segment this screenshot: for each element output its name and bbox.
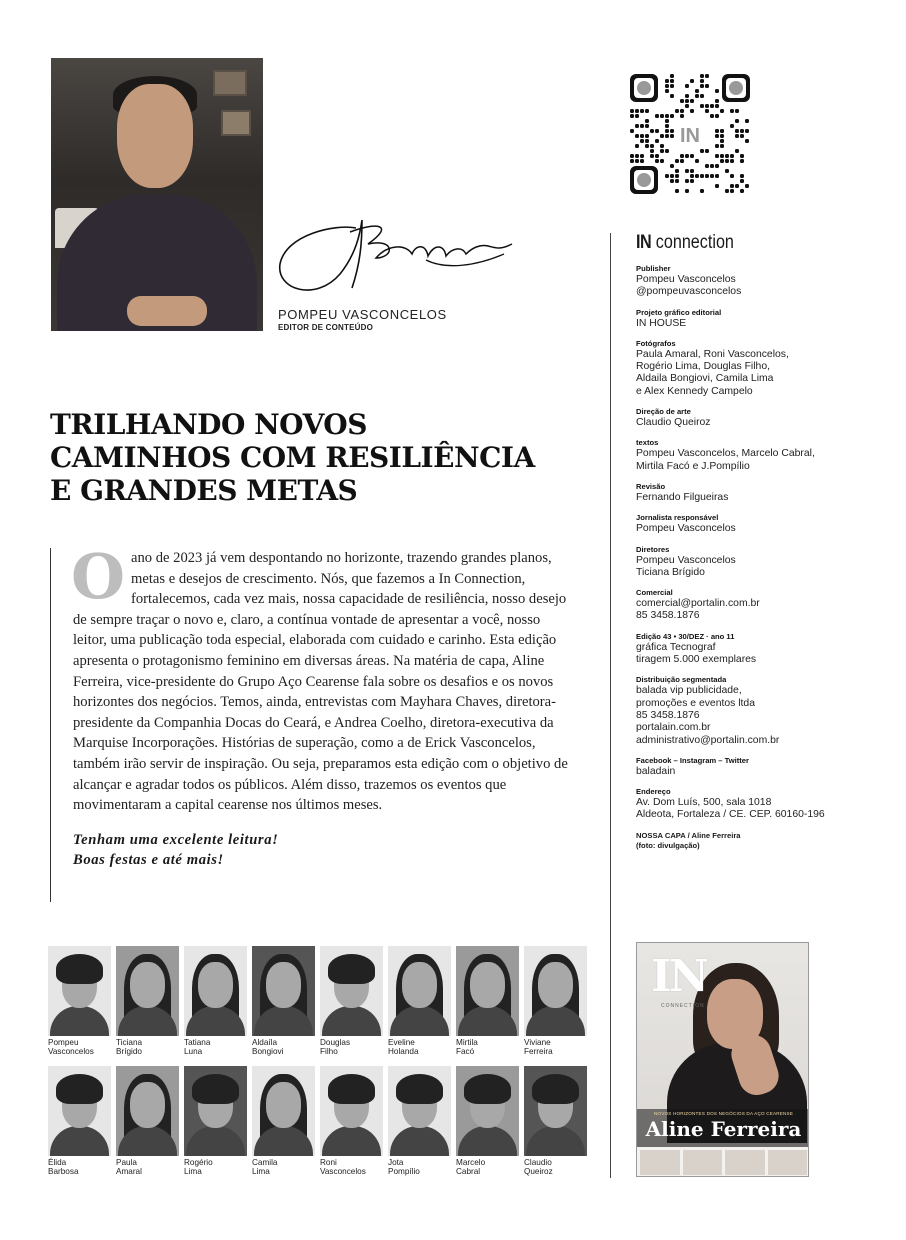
qr-code[interactable] [630,74,750,194]
team-member-name: Roni Vasconcelos [320,1158,366,1176]
team-member [116,1066,179,1182]
credit-line: promoções e eventos ltda [636,697,755,709]
cover-logo-sub: CONNECTION [661,1003,705,1009]
team-member-name: Claudio Queiroz [524,1158,553,1176]
team-member-name: Élida Barbosa [48,1158,79,1176]
team-member-photo [48,946,111,1036]
credit-line: tiragem 5.000 exemplares [636,654,757,666]
credit-line: Av. Dom Luís, 500, sala 1018 [636,797,772,809]
closing-message [73,830,570,870]
credit-label: Publisher [636,264,671,273]
closing-line: Tenham uma excelente leitura! [73,831,279,848]
credit-block [636,545,886,580]
credit-line: 85 3458.1876 [636,610,700,622]
team-member [48,946,111,1062]
team-member-photo [524,946,587,1036]
team-member-photo [524,1066,587,1156]
team-member-photo [388,1066,451,1156]
credit-label: Projeto gráfico editorial [636,307,722,317]
team-member-name: Ticiana Brígido [116,1038,143,1056]
team-member [456,946,519,1062]
cover-logo: IN [651,951,706,1002]
team-member-photo [252,946,315,1036]
credit-line: Pompeu Vasconcelos [636,554,736,566]
team-row [48,946,593,1062]
credit-block [636,756,886,778]
article-headline [50,408,570,507]
closing-line: Boas festas e até mais! [73,851,224,868]
team-member [116,946,179,1062]
magazine-cover [636,942,809,1177]
credit-label: Edição 43 • 30/DEZ · ano 11 [636,631,735,641]
team-member-photo [456,1066,519,1156]
credit-block [636,675,886,746]
credit-line: Pompeu Vasconcelos, Marcelo Cabral, [636,448,815,460]
cover-caption: NOSSA CAPA / Aline Ferreira (foto: divulgação) [636,830,741,850]
team-member-name: Tatiana Luna [184,1038,211,1056]
team-row [48,1066,593,1182]
article-body-text: ano de 2023 já vem despontando no horizonte, trazendo grandes planos, metas e desejos de crescimento. Nós, que fazemos a In Connection, fortalecemos, cada vez mais, nossa capacidade de resiliência, nosso desejo de sempre traçar o novo e, claro, a contínua vontade de apresentar a você, nosso leitor, uma publicação toda especial, elaborada com cuidado e carinho. Esta edição apresenta o protagonismo feminino em diversas áreas. Na matéria de capa, Aline Ferreira, vice-presidente do Grupo Aço Cearense fala sobre os desafios e os novos horizontes dos negócios. Temos, ainda, entrevistas com Mayhara Chaves, diretora-presidente da Companhia Docas do Ceará, e Andrea Coelho, diretora-executiva da Marquise Incorporações. Histórias de superação, como a de Erick Vasconcelos, também irão servir de inspiração. Ou seja, preparamos esta edição com o objetivo de alcançar e agradar todos os públicos. Além disso, trazemos os eventos que movimentaram a capital cearense nos últimos meses. [73,550,568,814]
team-member [388,1066,451,1182]
article-body [71,540,570,816]
credit-label: Direção de arte [636,407,691,417]
credit-line: Mirtila Facó e J.Pompílio [636,460,750,472]
credit-block [636,632,886,667]
editor-signature [276,214,516,304]
editorial-article [50,540,570,902]
credit-line: Aldeota, Fortaleza / CE. CEP. 60160-196 [636,809,825,821]
team-member-name: Rogério Lima [184,1158,213,1176]
team-member [524,1066,587,1182]
editor-photo [51,58,263,331]
credit-line: gráfica Tecnograf [636,641,716,653]
credit-label: Facebook – Instagram – Twitter [636,755,749,765]
qr-logo: IN [680,125,700,147]
column-divider [610,233,611,1178]
credit-block [636,308,886,330]
credit-label: Revisão [636,481,666,491]
team-member-photo [184,1066,247,1156]
team-member-name: Jota Pompílio [388,1158,420,1176]
team-member-photo [388,946,451,1036]
team-member [456,1066,519,1182]
team-member-name: Viviane Ferreira [524,1038,553,1056]
drop-cap: O [71,540,126,613]
credit-line: administrativo@portalin.com.br [636,734,780,746]
credit-block [636,787,886,822]
team-member-photo [456,946,519,1036]
credit-line: Aldaila Bongiovi, Camila Lima [636,373,774,385]
team-member-photo [252,1066,315,1156]
team-member-name: Paula Amaral [116,1158,142,1176]
team-member [48,1066,111,1182]
credit-line: portalain.com.br [636,722,711,734]
team-member-name: Mirtila Facó [456,1038,478,1056]
credit-line: Fernando Filgueiras [636,491,729,503]
credit-line: Pompeu Vasconcelos [636,274,736,285]
editor-name: POMPEU VASCONCELOS [278,307,447,322]
team-member-photo [320,946,383,1036]
team-member-name: Aldaíla Bongiovi [252,1038,284,1056]
credit-block [636,339,886,398]
credit-label: Comercial [636,588,673,598]
team-member-photo [48,1066,111,1156]
editor-role: EDITOR DE CONTEÚDO [278,323,374,332]
credit-label: Jornalista responsável [636,513,719,523]
team-member [184,1066,247,1182]
team-member [320,946,383,1062]
team-member-name: Marcelo Cabral [456,1158,486,1176]
team-member [524,946,587,1062]
credit-label: textos [636,438,659,448]
team-photo-grid [48,946,593,1186]
credit-line: Paula Amaral, Roni Vasconcelos, [636,348,789,360]
cover-tagline: NOVOS HORIZONTES DOS NEGÓCIOS DA AÇO CEARENSE [653,1111,794,1116]
team-member-name: Eveline Holanda [388,1038,419,1056]
team-member [252,946,315,1062]
credit-line: IN HOUSE [636,317,687,329]
credits-column [636,232,886,851]
cover-name: Aline Ferreira [645,1117,802,1141]
credit-block [636,588,886,623]
credit-label: Endereço [636,787,671,797]
credit-line: Rogério Lima, Douglas Filho, [636,361,770,373]
team-member [388,946,451,1062]
credit-label: Distribuição segmentada [636,675,727,685]
credit-label: Fotógrafos [636,338,676,348]
team-member-name: Pompeu Vasconcelos [48,1038,94,1056]
credit-line: e Alex Kennedy Campelo [636,385,753,397]
team-member-photo [116,946,179,1036]
headline-line: E GRANDES METAS [50,474,358,507]
credit-line: Pompeu Vasconcelos [636,523,736,535]
credit-block [636,482,886,504]
credit-label: Diretores [636,544,670,554]
credit-line: Claudio Queiroz [636,417,711,429]
credit-block [636,438,886,473]
credit-line: 85 3458.1876 [636,709,700,721]
magazine-brand: IN connection [636,232,734,253]
team-member-name: Douglas Filho [320,1038,351,1056]
team-member [320,1066,383,1182]
team-member-photo [116,1066,179,1156]
headline-line: TRILHANDO NOVOS [50,408,367,441]
team-member [184,946,247,1062]
credit-block [636,513,886,535]
credit-block [636,407,886,429]
credit-line: Ticiana Brígido [636,566,705,578]
credit-line: @pompeuvasconcelos [636,286,742,298]
credit-block [636,264,886,299]
team-member-name: Camila Lima [252,1158,278,1176]
team-member-photo [184,946,247,1036]
credit-line: balada vip publicidade, [636,685,742,697]
credit-line: baladain [636,765,676,777]
team-member [252,1066,315,1182]
team-member-photo [320,1066,383,1156]
headline-line: CAMINHOS COM RESILIÊNCIA [50,441,535,474]
credit-line: comercial@portalin.com.br [636,598,760,610]
